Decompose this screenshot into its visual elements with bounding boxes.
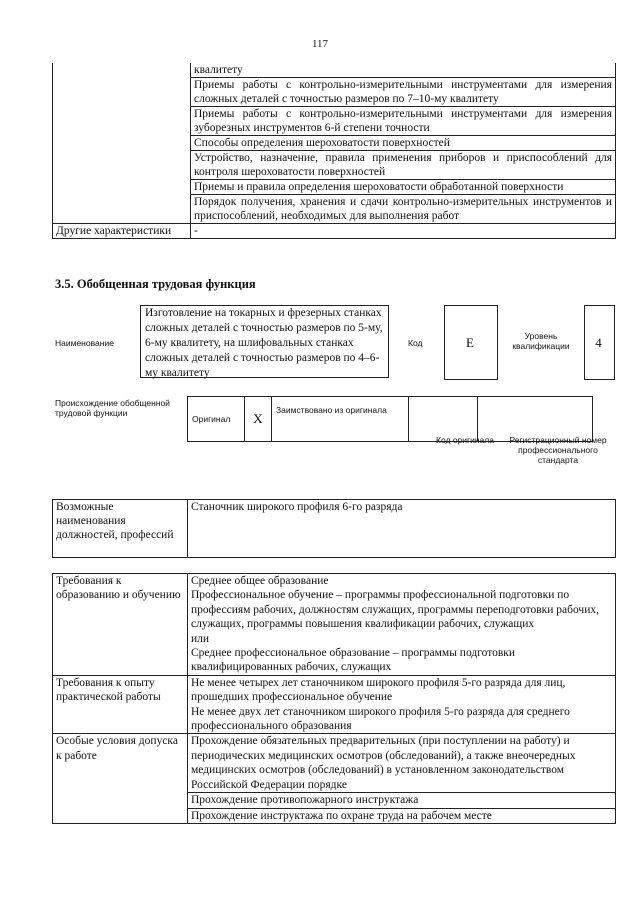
- table-cell-continuation: квалитету: [191, 63, 616, 78]
- section-heading: 3.5. Обобщенная трудовая функция: [55, 277, 256, 291]
- experience-line: Не менее двух лет станочником широкого профиля 5-го разряда для среднего профессионального образования: [191, 705, 570, 733]
- admission-item: Прохождение противопожарного инструктажа: [188, 793, 616, 808]
- table-left-cell: [53, 63, 191, 224]
- admission-item: Прохождение инструктажа по охране труда на рабочем месте: [188, 808, 616, 823]
- original-code-label: Код оригинала: [436, 435, 494, 445]
- original-label: Оригинал: [188, 397, 245, 442]
- experience-value: [188, 675, 616, 734]
- education-label: Требования к образованию и обучению: [53, 574, 188, 676]
- knowledge-table: [52, 63, 616, 239]
- borrowed-label: Заимствовано из оригинала: [272, 397, 409, 442]
- positions-label: Возможные наименования должностей, профессий: [53, 500, 188, 558]
- knowledge-item: Способы определения шероховатости поверхностей: [191, 136, 616, 151]
- knowledge-item: Устройство, назначение, правила применения приборов и приспособлений для контроля шероховатости поверхностей: [191, 151, 616, 180]
- experience-label: Требования к опыту практической работы: [53, 675, 188, 734]
- admission-label: Особые условия допуска к работе: [53, 734, 188, 823]
- positions-table: [52, 499, 616, 558]
- code-value: E: [466, 335, 474, 350]
- knowledge-item: Порядок получения, хранения и сдачи контрольно-измерительных инструментов и приспособлений, необходимых для выполнения работ: [191, 195, 616, 224]
- positions-value: Станочник широкого профиля 6-го разряда: [188, 500, 616, 558]
- code-label: Код: [408, 338, 423, 348]
- education-line: или: [191, 632, 210, 645]
- experience-line: Не менее четырех лет станочником широкого профиля 5-го разряда для лиц, прошедших профессиональное обучение: [191, 676, 566, 704]
- knowledge-item: Приемы и правила определения шероховатости обработанной поверхности: [191, 180, 616, 195]
- knowledge-item: Приемы работы с контрольно-измерительными инструментами для измерения сложных деталей с точностью размеров по 7–10-му квалитету: [191, 78, 616, 107]
- education-line: Среднее профессиональное образование – программы подготовки квалифицированных рабочих, служащих: [191, 647, 516, 674]
- education-line: Профессиональное обучение – программы профессиональной подготовки по профессиям рабочих, должностям служащих, программы переподготовки рабочих, служащих, программы повышения квалификации рабочих, служащих: [191, 589, 599, 631]
- page-number: 117: [311, 38, 329, 50]
- level-value: 4: [595, 335, 602, 350]
- requirements-table: [52, 573, 616, 824]
- function-name-box: Изготовление на токарных и фрезерных станках сложных деталей с точностью размеров по 5-му, 6-му квалитету, на шлифовальных станках сложных деталей с точностью размеров по 4–6-му квалитету: [140, 305, 389, 378]
- origin-label: Происхождение обобщенной трудовой функции: [55, 398, 170, 418]
- education-line: Среднее общее образование: [191, 575, 329, 587]
- name-label: Наименование: [55, 338, 114, 348]
- level-label: Уровень квалификации: [512, 331, 570, 351]
- other-characteristics-value: -: [191, 224, 616, 239]
- reg-number-label: Регистрационный номер профессионального стандарта: [509, 435, 607, 465]
- knowledge-item: Приемы работы с контрольно-измерительными инструментами для измерения зуборезных инструментов 6-й степени точности: [191, 107, 616, 136]
- education-value: [188, 574, 616, 676]
- original-mark: X: [245, 397, 272, 442]
- other-characteristics-label: Другие характеристики: [53, 224, 191, 239]
- admission-item: Прохождение обязательных предварительных (при поступлении на работу) и периодических медицинских осмотров (обследований), а также внеочередных медицинских осмотров (обследований) в установленном законодательством Российской Федерации порядке: [188, 734, 616, 793]
